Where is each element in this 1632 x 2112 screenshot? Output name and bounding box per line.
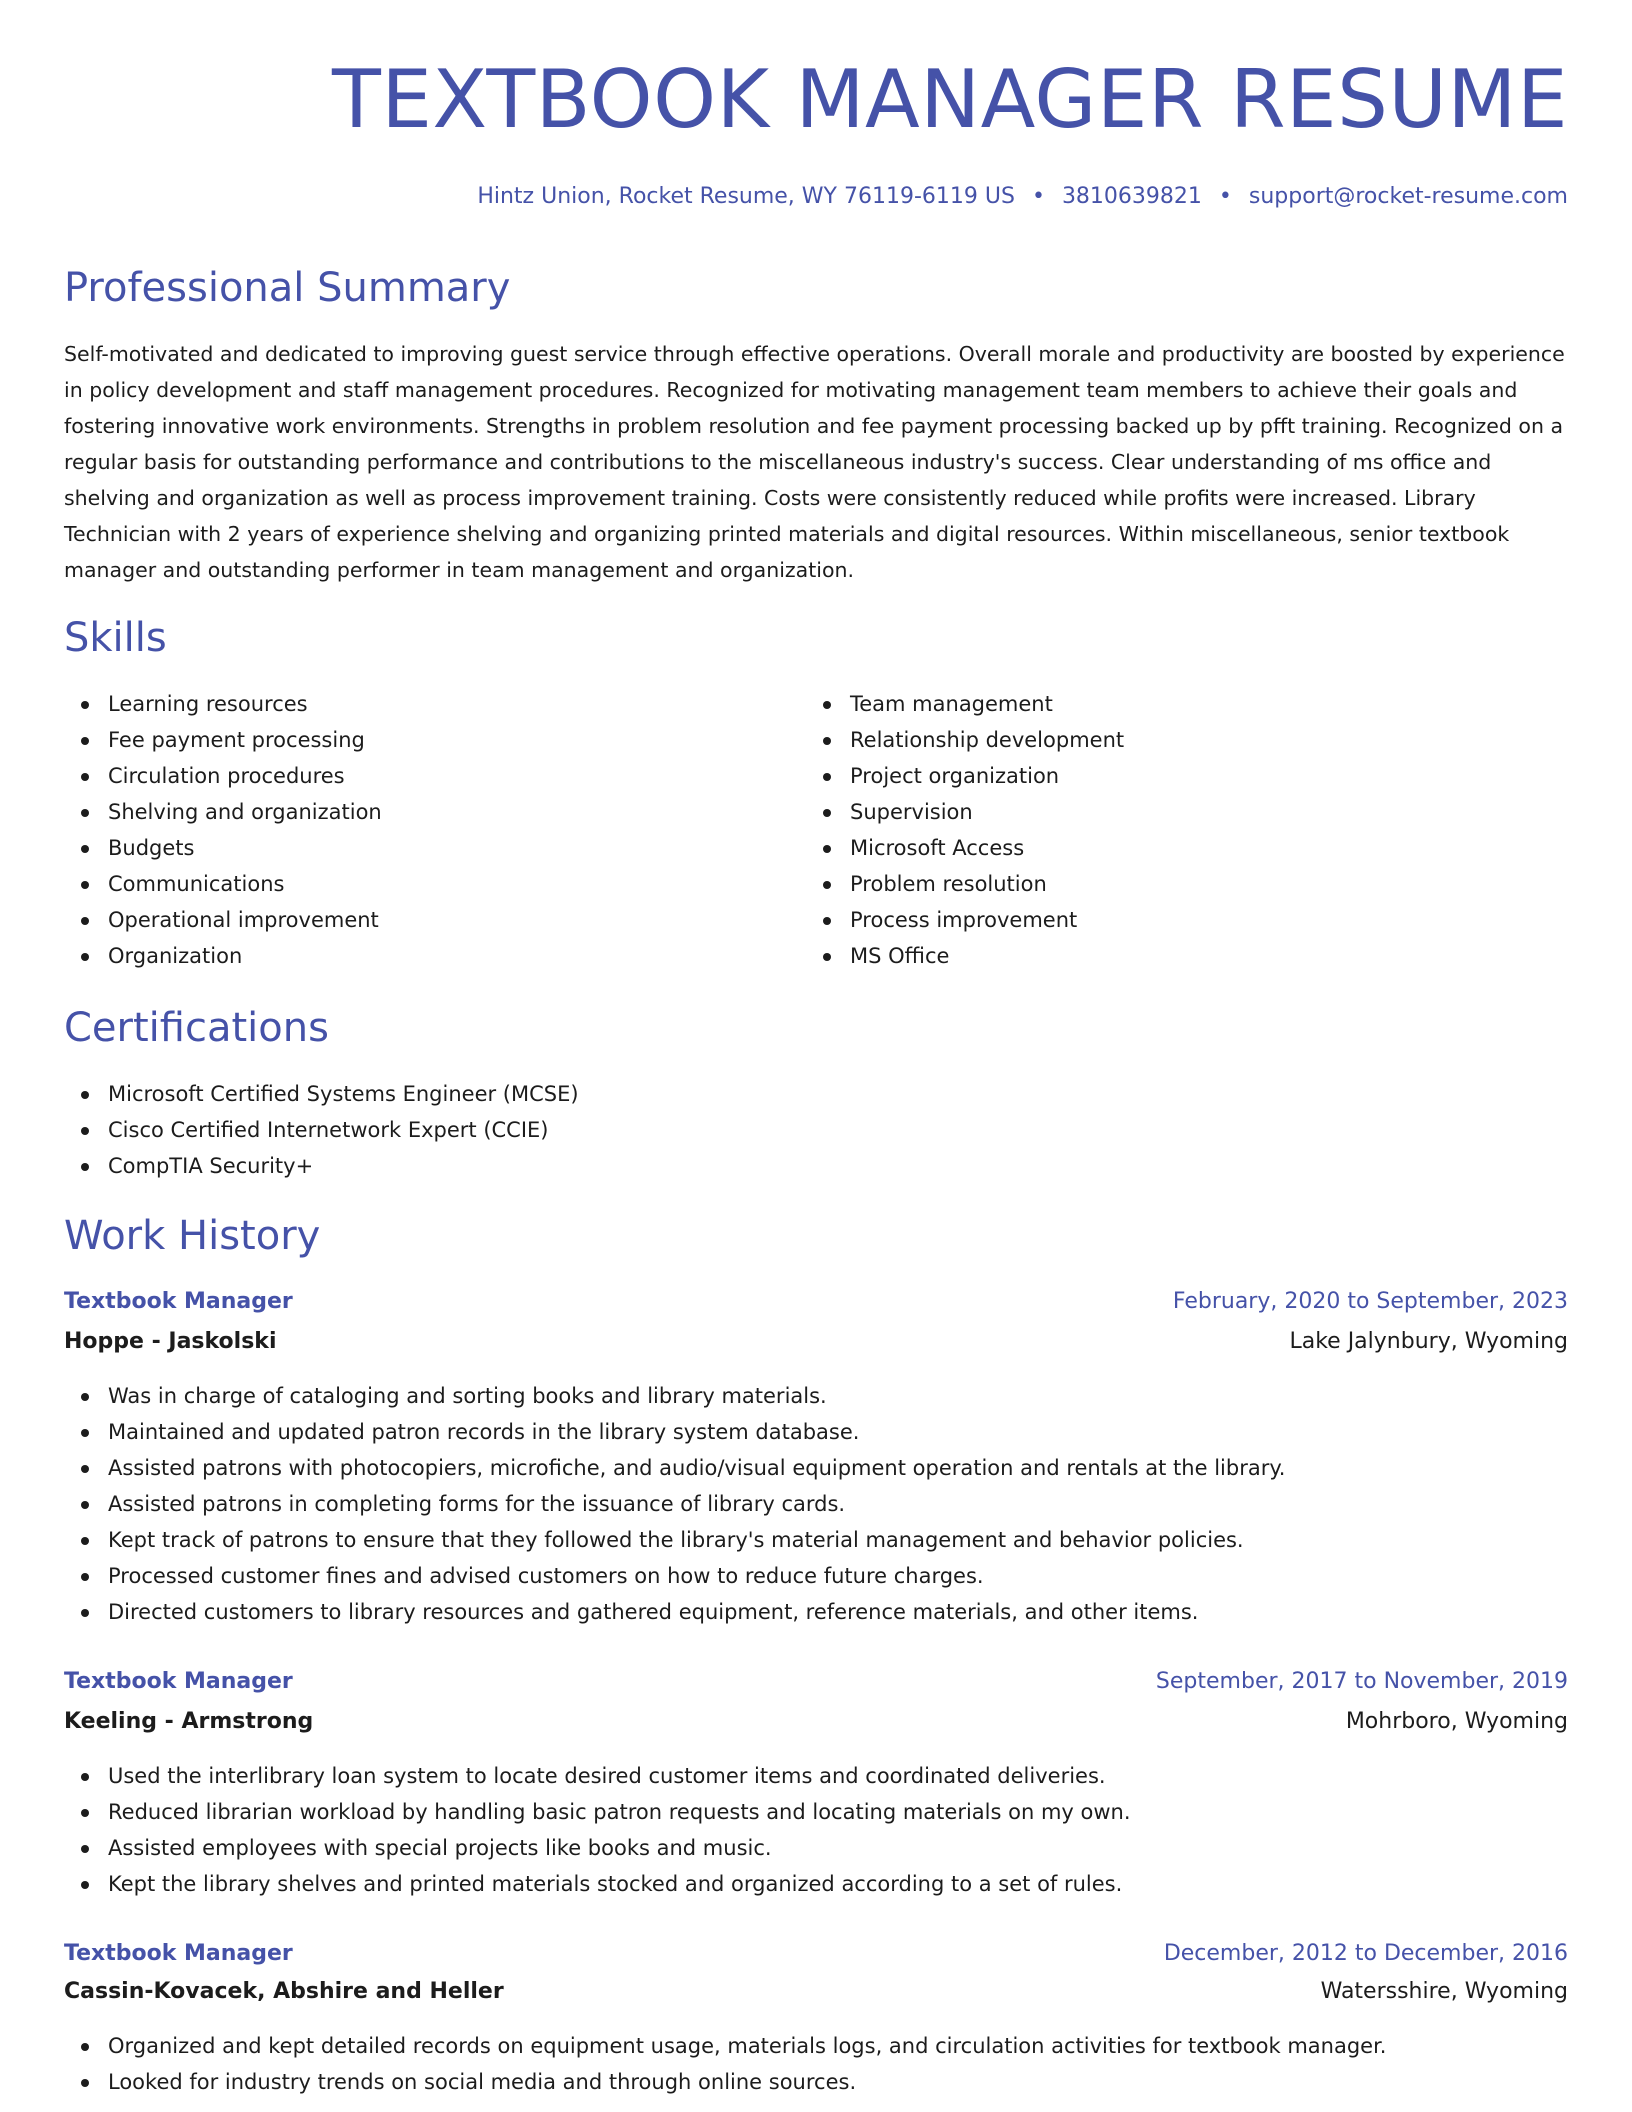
skill-item: Shelving and organization <box>108 794 382 830</box>
certifications-list <box>64 1076 579 1184</box>
job-duty-item: Assisted patrons with photocopiers, microfiche, and audio/visual equipment operation and rentals at the library. <box>108 1450 1285 1486</box>
skill-item: MS Office <box>850 938 1124 974</box>
job-dates: December, 2012 to December, 2016 <box>1163 1941 1568 1966</box>
job-duties-list <box>64 1378 1285 1630</box>
job-dates: February, 2020 to September, 2023 <box>1172 1289 1568 1314</box>
job-duty-item: Was in charge of cataloging and sorting books and library materials. <box>108 1378 1285 1414</box>
certification-item: Microsoft Certified Systems Engineer (MCSE) <box>108 1076 579 1112</box>
job-company: Keeling - Armstrong <box>64 1709 314 1734</box>
skill-item: Circulation procedures <box>108 758 382 794</box>
contact-address: Hintz Union, Rocket Resume, WY 76119-6119 US <box>477 184 1015 209</box>
job-company-row <box>64 1974 1568 2010</box>
skill-item: Project organization <box>850 758 1124 794</box>
contact-email[interactable]: support@rocket-resume.com <box>1248 184 1568 209</box>
job-location: Watersshire, Wyoming <box>1320 1979 1568 2004</box>
job-title-row <box>64 1936 1568 1972</box>
skill-item: Communications <box>108 866 382 902</box>
work-history-heading: Work History <box>64 1213 321 1259</box>
job-duty-item: Organized and kept detailed records on equipment usage, materials logs, and circulation activities for textbook manager. <box>108 2028 1386 2064</box>
resume-title: TEXTBOOK MANAGER RESUME <box>332 53 1568 146</box>
job-company: Hoppe - Jaskolski <box>64 1329 277 1354</box>
job-role: Textbook Manager <box>64 1941 293 1966</box>
job-role: Textbook Manager <box>64 1289 293 1314</box>
contact-separator: • <box>1031 184 1045 209</box>
job-duty-item: Assisted employees with special projects like books and music. <box>108 1830 1131 1866</box>
contact-line <box>477 180 1568 214</box>
job-duty-item: Directed customers to library resources and gathered equipment, reference materials, and other items. <box>108 1594 1285 1630</box>
skills-list-left <box>64 686 382 974</box>
certification-item: CompTIA Security+ <box>108 1148 579 1184</box>
job-location: Mohrboro, Wyoming <box>1345 1709 1568 1734</box>
job-duty-item: Kept track of patrons to ensure that they followed the library's material management and behavior policies. <box>108 1522 1285 1558</box>
contact-separator: • <box>1218 184 1232 209</box>
skill-item: Budgets <box>108 830 382 866</box>
skills-list-right <box>806 686 1124 974</box>
job-location: Lake Jalynbury, Wyoming <box>1289 1329 1568 1354</box>
job-duty-item: Processed customer fines and advised customers on how to reduce future charges. <box>108 1558 1285 1594</box>
skill-item: Learning resources <box>108 686 382 722</box>
skill-item: Organization <box>108 938 382 974</box>
skill-item: Problem resolution <box>850 866 1124 902</box>
job-role: Textbook Manager <box>64 1669 293 1694</box>
job-duty-item: Reduced librarian workload by handling basic patron requests and locating materials on my own. <box>108 1794 1131 1830</box>
skill-item: Process improvement <box>850 902 1124 938</box>
skill-item: Supervision <box>850 794 1124 830</box>
job-company-row <box>64 1704 1568 1740</box>
skill-item: Fee payment processing <box>108 722 382 758</box>
skills-heading: Skills <box>64 615 167 661</box>
job-title-row <box>64 1284 1568 1320</box>
summary-heading: Professional Summary <box>64 265 511 311</box>
certifications-heading: Certifications <box>64 1005 329 1051</box>
contact-phone: 3810639821 <box>1061 184 1202 209</box>
job-company: Cassin-Kovacek, Abshire and Heller <box>64 1979 504 2004</box>
job-dates: September, 2017 to November, 2019 <box>1155 1669 1568 1694</box>
job-duty-item: Maintained and updated patron records in the library system database. <box>108 1414 1285 1450</box>
skill-item: Operational improvement <box>108 902 382 938</box>
skill-item: Microsoft Access <box>850 830 1124 866</box>
job-company-row <box>64 1324 1568 1360</box>
skill-item: Relationship development <box>850 722 1124 758</box>
summary-text: Self-motivated and dedicated to improving guest service through effective operations. Overall morale and productivity are boosted by experience in policy development and staff management procedures. Recognized for motivating management team members to achieve their goals and fostering innovative work environments. Strengths in problem resolution and fee payment processing backed up by pfft training. Recognized on a regular basis for outstanding performance and contributions to the miscellaneous industry's success. Clear understanding of ms office and shelving and organization as well as process improvement training. Costs were consistently reduced while profits were increased. Library Technician with 2 years of experience shelving and organizing printed materials and digital resources. Within miscellaneous, senior textbook manager and outstanding performer in team management and organization. <box>64 342 1565 582</box>
job-duty-item: Kept the library shelves and printed materials stocked and organized according to a set of rules. <box>108 1866 1131 1902</box>
skill-item: Team management <box>850 686 1124 722</box>
job-duty-item: Used the interlibrary loan system to locate desired customer items and coordinated deliveries. <box>108 1758 1131 1794</box>
job-duty-item: Looked for industry trends on social media and through online sources. <box>108 2064 1386 2100</box>
job-duties-list <box>64 1758 1131 1902</box>
job-duties-list <box>64 2028 1386 2100</box>
certification-item: Cisco Certified Internetwork Expert (CCIE) <box>108 1112 579 1148</box>
job-duty-item: Assisted patrons in completing forms for the issuance of library cards. <box>108 1486 1285 1522</box>
job-title-row <box>64 1664 1568 1700</box>
